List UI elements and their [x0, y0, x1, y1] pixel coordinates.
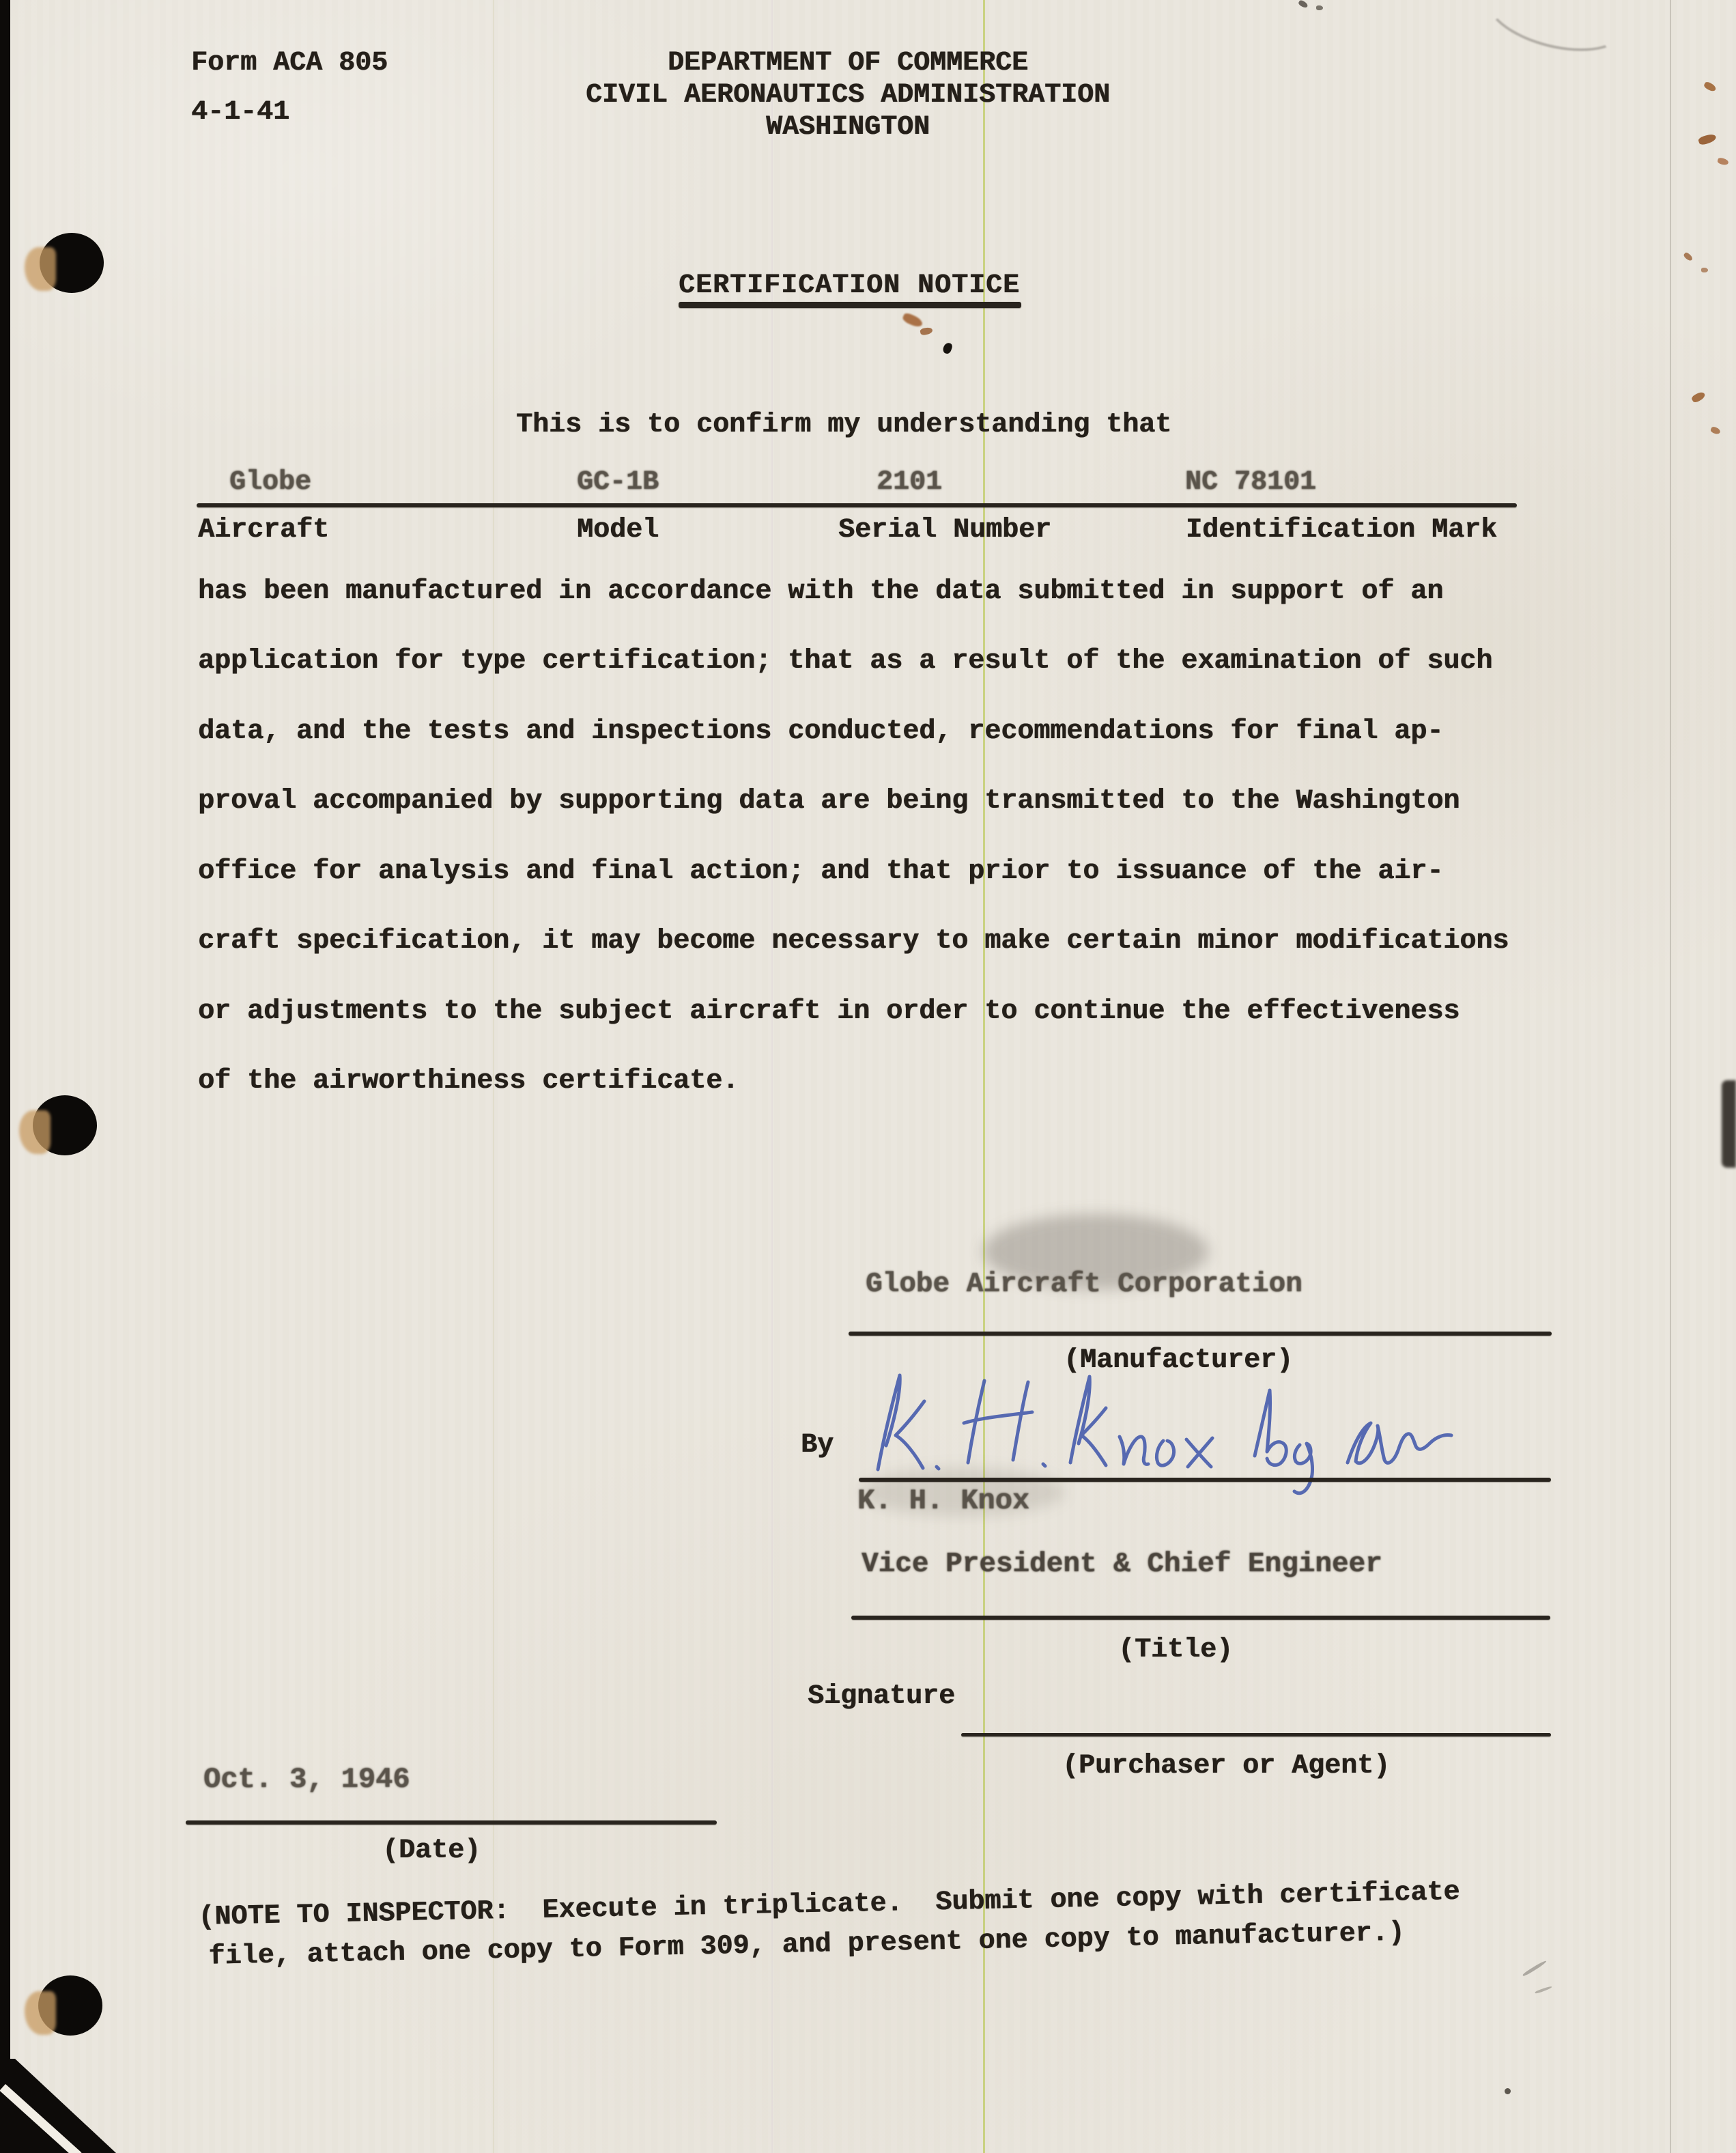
form-revision-date: 4-1-41 [191, 97, 290, 128]
rust-speck [1691, 391, 1707, 404]
serial-number-label: Serial Number [838, 515, 1052, 546]
date-underline [186, 1820, 717, 1825]
signature-label: Signature [808, 1681, 956, 1712]
punch-hole-middle-stain [19, 1110, 51, 1154]
date-value: Oct. 3, 1946 [203, 1763, 410, 1796]
form-number: Form ACA 805 [191, 48, 388, 79]
crease-line-green [983, 0, 985, 2153]
punch-hole-top-stain [25, 247, 56, 291]
rust-speck [1698, 132, 1717, 145]
body-line: has been manufactured in accordance with the data submitted in support of an [198, 576, 1444, 607]
manufacturer-label: (Manufacturer) [1064, 1345, 1294, 1376]
note-line: (NOTE TO INSPECTOR: Execute in triplicate. Submit one copy with certificate [197, 1876, 1460, 1933]
manufacturer-underline [849, 1332, 1552, 1336]
purchaser-signature-underline [961, 1733, 1551, 1736]
signer-title-value: Vice President & Chief Engineer [862, 1549, 1382, 1580]
agency-city: WASHINGTON [765, 112, 930, 143]
agency-division: CIVIL AERONAUTICS ADMINISTRATION [585, 80, 1111, 111]
rust-speck [1683, 251, 1694, 262]
identification-mark-label: Identification Mark [1186, 515, 1498, 546]
rust-speck [1717, 157, 1729, 166]
manufacturer-value: Globe Aircraft Corporation [866, 1269, 1303, 1300]
serial-number-value: 2101 [877, 467, 943, 498]
by-signature-underline [859, 1478, 1551, 1482]
ink-dot-small [1505, 2088, 1511, 2094]
intro-statement: This is to confirm my understanding that [516, 410, 1172, 440]
ink-dot [942, 342, 953, 355]
fill-in-underline [197, 503, 1517, 507]
rust-speck [1703, 81, 1718, 92]
rust-speck-title [920, 326, 933, 336]
punch-hole-bottom-stain [25, 1991, 56, 2035]
note-to-inspector [197, 1876, 1564, 1973]
model-value: GC-1B [577, 467, 659, 498]
crease-line-faint [771, 0, 773, 2153]
edge-blot [1722, 1080, 1736, 1168]
scan-left-edge [0, 0, 10, 2153]
body-line: proval accompanied by supporting data are being transmitted to the Washington [198, 786, 1460, 817]
pencil-mark [1535, 1986, 1552, 1995]
purchaser-label: (Purchaser or Agent) [1062, 1751, 1391, 1782]
identification-mark-value: NC 78101 [1185, 467, 1317, 498]
body-line: craft specification, it may become necessary to make certain minor modifications [198, 926, 1509, 957]
body-line: office for analysis and final action; and that prior to issuance of the air- [198, 856, 1444, 887]
date-label: (Date) [382, 1835, 481, 1866]
title-field-underline [851, 1616, 1550, 1620]
body-line: data, and the tests and inspections conducted, recommendations for final ap- [198, 716, 1444, 747]
title-field-label: (Title) [1118, 1635, 1234, 1665]
top-edge-mark [1316, 5, 1323, 10]
rust-speck [1710, 426, 1721, 435]
pencil-mark [1522, 1960, 1548, 1977]
by-typed-name: K. H. Knox [857, 1484, 1030, 1517]
note-line: file, attach one copy to Form 309, and present one copy to manufacturer.) [208, 1917, 1405, 1973]
crease-line-right [1670, 0, 1671, 2153]
document-title: CERTIFICATION NOTICE [678, 270, 1021, 301]
top-edge-mark [1298, 0, 1309, 9]
aircraft-make-value: Globe [229, 467, 312, 498]
rust-speck [1701, 268, 1708, 272]
body-line: of the airworthiness certificate. [198, 1066, 739, 1097]
body-line: application for type certification; that as a result of the examination of such [198, 646, 1493, 677]
model-label: Model [577, 515, 659, 546]
title-underline [679, 302, 1021, 308]
rust-speck-title [901, 312, 924, 329]
body-line: or adjustments to the subject aircraft in order to continue the effectiveness [198, 996, 1460, 1027]
agency-name: DEPARTMENT OF COMMERCE [667, 48, 1029, 79]
by-label: By [801, 1430, 834, 1461]
aircraft-label: Aircraft [198, 515, 330, 546]
pencil-scribble [1479, 0, 1633, 64]
